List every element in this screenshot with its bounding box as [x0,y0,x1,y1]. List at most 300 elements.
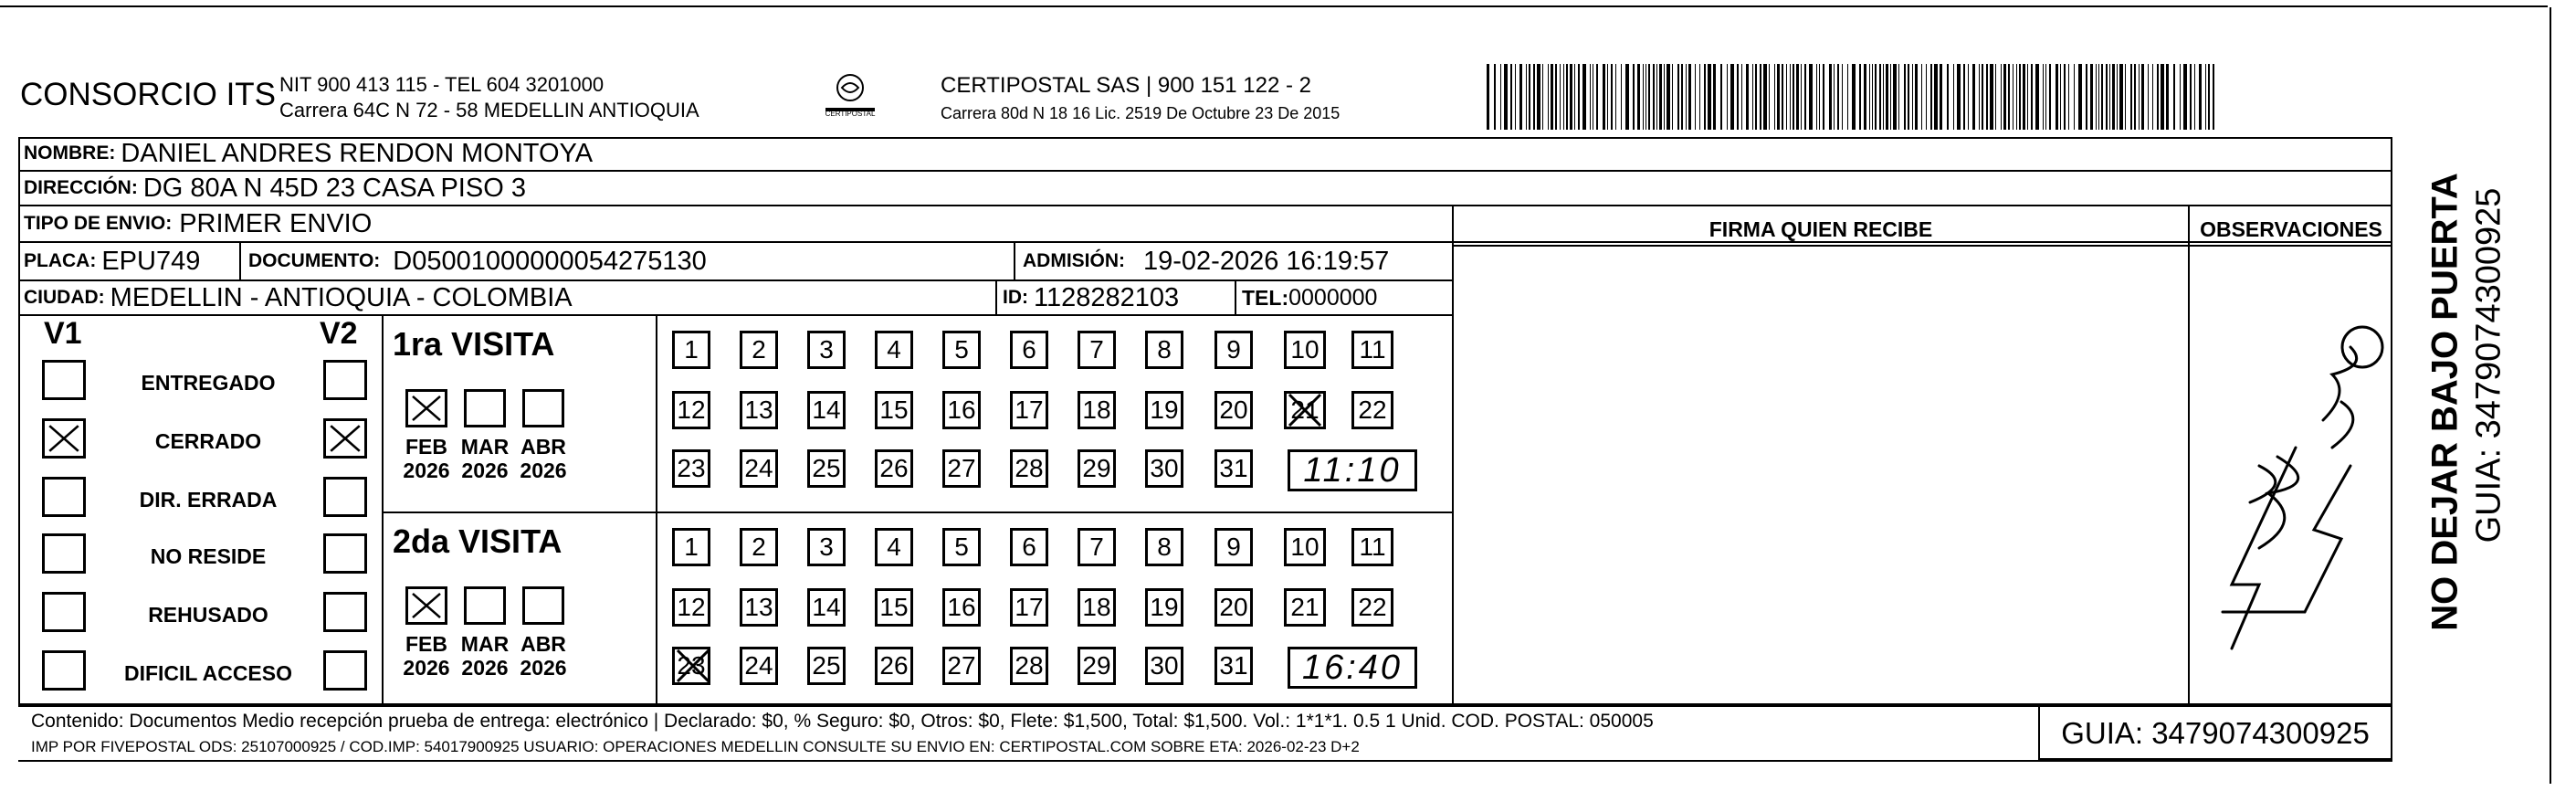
status-v2-checkbox[interactable] [323,360,367,400]
barcode-bar [1804,64,1806,130]
day-box[interactable]: 7 [1078,331,1116,369]
day-box[interactable]: 6 [1010,528,1048,566]
barcode-bar [1621,64,1622,130]
status-label: NO RESIDE [150,544,267,568]
barcode-bar [2139,64,2140,130]
tipo-row [24,206,372,241]
status-v2-checkbox[interactable] [323,650,367,691]
barcode-bar [2112,64,2115,130]
visit-month-checkbox[interactable] [405,389,447,427]
day-box[interactable]: 30 [1145,647,1183,685]
v1-header: V1 [44,316,82,351]
barcode-bar [1487,64,1489,130]
side-text [2398,164,2508,676]
barcode-bar [1842,64,1843,130]
barcode-bar [2027,64,2028,130]
status-label: CERRADO [154,429,262,453]
month-year: 2026 [461,459,509,482]
barcode-bar [1500,64,1501,130]
day-box[interactable]: 26 [875,449,913,488]
barcode-bar [1727,64,1728,130]
recipient-signature [2195,311,2387,676]
barcode-bar [1582,64,1586,130]
barcode-bar [1774,64,1775,130]
status-label: DIR. ERRADA [139,488,278,512]
day-box[interactable]: 25 [807,449,846,488]
day-box[interactable]: 9 [1214,331,1253,369]
barcode-bar [1782,64,1783,130]
barcode-bar [1947,64,1949,130]
day-box[interactable]: 14 [807,588,846,627]
barcode-bar [2043,64,2044,130]
day-box[interactable]: 25 [807,647,846,685]
barcode-bar [1555,64,1557,130]
month-year: 2026 [403,656,450,680]
day-box[interactable]: 26 [875,647,913,685]
barcode-bar [1519,64,1522,130]
day-box[interactable]: 18 [1078,588,1116,627]
barcode-bar [2019,64,2021,130]
barcode-bar [1672,64,1673,130]
barcode-bar [2056,64,2058,130]
barcode-bar [1542,64,1543,130]
day-box[interactable]: 4 [875,331,913,369]
day-box[interactable]: 22 [1351,391,1393,429]
barcode-bar [2086,64,2087,130]
barcode-bar [1686,64,1687,130]
day-box[interactable]: 5 [942,528,981,566]
status-v2-checkbox[interactable] [323,418,367,459]
status-v1-checkbox[interactable] [42,650,86,691]
placa-row [24,243,200,279]
day-box[interactable]: 7 [1078,528,1116,566]
day-box[interactable]: 16 [942,391,981,429]
day-box[interactable]: 12 [672,588,710,627]
visit-title: 1ra VISITA [393,325,555,363]
status-v1-checkbox[interactable] [42,477,86,517]
barcode-bar [1737,64,1739,130]
ciudad-value: MEDELLIN - ANTIOQUIA - COLOMBIA [110,282,573,312]
day-box[interactable]: 31 [1214,449,1253,488]
footer-imp: IMP POR FIVEPOSTAL ODS: 25107000925 / COD.IMP: 54017900925 USUARIO: OPERACIONES MEDELLIN CONSULTE SU ENVIO EN: CERTIPOSTAL.COM SOBRE ETA: 2026-02-23 D+2 [31,738,1360,755]
barcode-bar [1915,64,1918,130]
visit-month-label [515,435,572,482]
day-box[interactable]: 21 [1284,391,1326,429]
visit-month-checkbox[interactable] [405,586,447,625]
day-box[interactable]: 19 [1145,588,1183,627]
visit-month-label [515,632,572,680]
day-x-mark-icon [672,647,714,685]
status-v2-checkbox[interactable] [323,477,367,517]
footer-contenido: Contenido: Documentos Medio recepción prueba de entrega: electrónico | Declarado: $0, % Seguro: $0, Otros: $0, Flete: $1,500, Total: $1,500. Vol.: 1*1*1. 0.5 1 Unid. COD. POSTAL: 050005 [31,711,1654,732]
barcode-bar [2213,64,2214,130]
barcode-bar [1510,64,1512,130]
rule-footer [18,705,2392,707]
documento-label: DOCUMENTO: [248,250,381,271]
barcode-bar [1940,64,1942,130]
visit-divider [382,512,1454,513]
day-box[interactable]: 10 [1284,528,1326,566]
direccion-row [24,172,526,205]
barcode-bar [1829,64,1832,130]
barcode-bar [1898,64,1899,130]
barcode-bar [2148,64,2149,130]
barcode-bar [1864,64,1866,130]
barcode-bar [1603,64,1605,130]
day-box[interactable]: 20 [1214,588,1253,627]
barcode-bar [1886,64,1888,130]
firma-header: FIRMA QUIEN RECIBE [1709,217,1933,241]
barcode-bar [1834,64,1835,130]
status-label: DIFICIL ACCESO [123,661,292,685]
placa-label: PLACA: [24,250,97,271]
day-box[interactable]: 8 [1145,331,1183,369]
barcode-bar [1526,64,1527,130]
barcode-bar [1963,64,1965,130]
barcode-bar [1819,64,1820,130]
day-box[interactable]: 1 [672,331,710,369]
placa-value: EPU749 [101,246,201,276]
rule-direccion [18,205,2392,206]
barcode-bar [2008,64,2010,130]
barcode-bar [2161,64,2164,130]
barcode-bar [1957,64,1961,130]
top-edge [0,5,2548,7]
barcode-bar [2130,64,2132,130]
barcode-bar [2208,64,2210,130]
day-box[interactable]: 9 [1214,528,1253,566]
barcode-bar [1809,64,1813,130]
month-name: MAR [460,435,510,459]
day-box[interactable]: 15 [875,391,913,429]
barcode-bar [1645,64,1646,130]
day-box[interactable]: 21 [1284,588,1326,627]
col-admision-sep [1014,241,1015,279]
barcode-bar [1704,64,1706,130]
day-box[interactable]: 31 [1214,647,1253,685]
visit-title: 2da VISITA [393,522,563,560]
barcode-bar [1537,64,1540,130]
col-firma-left [1452,205,1454,705]
day-box[interactable]: 24 [740,449,778,488]
x-mark-icon [326,421,364,456]
barcode-bar [2016,64,2017,130]
id-value: 1128282103 [1034,282,1180,312]
visit-time-box[interactable] [1288,449,1417,491]
month-name: ABR [520,632,566,656]
barcode-bar [2101,64,2103,130]
barcode-bar [1786,64,1787,130]
barcode-bar [1643,64,1644,130]
barcode-bar [1934,64,1938,130]
barcode-bar [1664,64,1665,130]
barcode-bar [2205,64,2206,130]
visit-month-checkbox[interactable] [464,389,506,427]
x-mark-icon [408,589,445,622]
barcode [1487,64,2217,130]
barcode-bar [2064,64,2066,130]
day-box[interactable]: 29 [1078,449,1116,488]
day-box[interactable]: 10 [1284,331,1326,369]
barcode-bar [1741,64,1742,130]
barcode-bar [1986,64,1988,130]
day-box[interactable]: 13 [740,391,778,429]
signature-icon [2195,311,2387,676]
barcode-bar [1752,64,1753,130]
visit-month-label [398,435,455,482]
month-year: 2026 [520,656,567,680]
day-box[interactable]: 20 [1214,391,1253,429]
visit-time-box[interactable] [1288,647,1417,689]
barcode-bar [1908,64,1909,130]
barcode-bar [2003,64,2006,130]
barcode-bar [1982,64,1983,130]
visit-month-label [398,632,455,680]
barcode-bar [1713,64,1716,130]
day-box[interactable]: 23 [672,647,710,685]
visit-time: 16:40 [1301,648,1404,687]
admision-row [1023,243,1389,279]
barcode-bar [1560,64,1561,130]
day-box[interactable]: 17 [1010,588,1048,627]
status-v1-checkbox[interactable] [42,418,86,459]
barcode-bar [1695,64,1696,130]
id-row [1003,281,1179,314]
barcode-bar [1667,64,1670,130]
barcode-bar [1708,64,1711,130]
rule-ciudad [18,314,1454,316]
col-obs-left [2188,205,2190,705]
barcode-bar [1529,64,1530,130]
no-dejar-bajo-puerta: NO DEJAR BAJO PUERTA [2424,173,2466,631]
x-mark-icon [408,392,445,425]
barcode-bar [1677,64,1679,130]
barcode-bar [1653,64,1655,130]
status-label: ENTREGADO [141,371,276,395]
v2-header: V2 [320,316,358,351]
barcode-bar [2031,64,2033,130]
barcode-bar [1515,64,1516,130]
barcode-bar [1699,64,1700,130]
barcode-bar [1533,64,1535,130]
status-v2-checkbox[interactable] [323,592,367,632]
barcode-bar [2117,64,2118,130]
admision-label: ADMISIÓN: [1023,250,1125,271]
barcode-bar [1656,64,1657,130]
day-box[interactable]: 11 [1351,331,1393,369]
direccion-label: DIRECCIÓN: [24,177,138,198]
barcode-bar [1637,64,1640,130]
barcode-bar [1823,64,1824,130]
barcode-bar [2035,64,2039,130]
visit-month-label [457,435,513,482]
visit-days-left-rule [656,314,657,705]
day-box[interactable]: 18 [1078,391,1116,429]
month-year: 2026 [461,656,509,680]
barcode-bar [1979,64,1980,130]
barcode-bar [1953,64,1954,130]
barcode-bar [1648,64,1650,130]
barcode-bar [2074,64,2075,130]
day-box[interactable]: 6 [1010,331,1048,369]
status-label: REHUSADO [148,603,268,627]
barcode-bar [1968,64,1969,130]
month-name: FEB [405,632,447,656]
barcode-bar [2096,64,2097,130]
certipostal-address: Carrera 80d N 18 16 Lic. 2519 De Octubre 23 De 2015 [941,104,1341,122]
barcode-bar [1921,64,1922,130]
barcode-bar [1837,64,1839,130]
barcode-bar [2023,64,2025,130]
barcode-bar [1494,64,1496,130]
admision-value: 19-02-2026 16:19:57 [1143,246,1390,276]
documento-row [248,243,707,279]
day-box[interactable]: 3 [807,528,846,566]
observaciones-header: OBSERVACIONES [2200,217,2382,241]
tipo-value: PRIMER ENVIO [179,208,373,238]
barcode-bar [1890,64,1891,130]
barcode-bar [1625,64,1629,130]
barcode-bar [1893,64,1897,130]
day-box[interactable]: 27 [942,647,981,685]
day-box[interactable]: 28 [1010,449,1048,488]
barcode-bar [1566,64,1568,130]
barcode-bar [2098,64,2099,130]
barcode-bar [1760,64,1761,130]
barcode-bar [1972,64,1975,130]
day-box[interactable]: 19 [1145,391,1183,429]
barcode-bar [1681,64,1683,130]
barcode-bar [1796,64,1799,130]
barcode-bar [1563,64,1564,130]
barcode-bar [1607,64,1608,130]
col-tel-sep [1235,279,1236,314]
day-box[interactable]: 2 [740,331,778,369]
barcode-bar [1755,64,1757,130]
barcode-bar [1777,64,1780,130]
barcode-bar [1659,64,1662,130]
status-v1-checkbox[interactable] [42,592,86,632]
barcode-bar [1611,64,1613,130]
barcode-bar [1926,64,1927,130]
barcode-bar [2068,64,2069,130]
day-box[interactable]: 2 [740,528,778,566]
visit-left-rule [382,314,384,705]
day-box[interactable]: 1 [672,528,710,566]
barcode-bar [1801,64,1802,130]
barcode-bar [2060,64,2061,130]
barcode-bar [1852,64,1856,130]
day-box[interactable]: 17 [1010,391,1048,429]
visit-month-checkbox[interactable] [522,389,564,427]
month-name: ABR [520,435,566,459]
rule-firma-header [1452,245,2392,247]
day-box[interactable]: 13 [740,588,778,627]
day-box[interactable]: 27 [942,449,981,488]
barcode-bar [2001,64,2002,130]
ciudad-row [24,281,573,314]
barcode-bar [1883,64,1884,130]
barcode-bar [2157,64,2159,130]
barcode-bar [1720,64,1722,130]
side-guia: GUIA: 3479074300925 [2469,187,2508,543]
nombre-label: NOMBRE: [24,142,116,163]
col-placa-sep [239,241,241,279]
barcode-bar [2180,64,2181,130]
documento-value: D05001000000054275130 [393,246,707,276]
barcode-bar [2090,64,2093,130]
barcode-bar [1746,64,1749,130]
day-box[interactable]: 29 [1078,647,1116,685]
barcode-bar [1633,64,1635,130]
barcode-bar [2134,64,2136,130]
barcode-bar [2045,64,2046,130]
barcode-bar [1930,64,1932,130]
day-box[interactable]: 15 [875,588,913,627]
day-box[interactable]: 5 [942,331,981,369]
barcode-bar [1847,64,1848,130]
ciudad-label: CIUDAD: [24,287,105,308]
barcode-bar [1551,64,1553,130]
barcode-bar [2152,64,2153,130]
barcode-bar [1504,64,1508,130]
day-box[interactable]: 12 [672,391,710,429]
day-box[interactable]: 3 [807,331,846,369]
barcode-bar [1769,64,1770,130]
barcode-bar [2106,64,2108,130]
nombre-row [24,137,593,170]
tipo-label: TIPO DE ENVIO: [24,213,173,234]
barcode-bar [1688,64,1691,130]
day-box[interactable]: 28 [1010,647,1048,685]
day-box[interactable]: 23 [672,449,710,488]
visit-month-checkbox[interactable] [522,586,564,625]
barcode-bar [1574,64,1575,130]
day-box[interactable]: 11 [1351,528,1393,566]
barcode-bar [2199,64,2202,130]
status-v2-checkbox[interactable] [323,533,367,574]
company-name: CONSORCIO ITS [20,77,277,112]
barcode-bar [1615,64,1616,130]
x-mark-icon [45,421,83,456]
visit-month-label [457,632,513,680]
id-label: ID: [1003,287,1028,308]
day-box[interactable]: 14 [807,391,846,429]
certipostal-line: CERTIPOSTAL SAS | 900 151 122 - 2 [941,73,1311,98]
direccion-value: DG 80A N 45D 23 CASA PISO 3 [142,173,526,203]
barcode-bar [1990,64,1993,130]
day-box[interactable]: 24 [740,647,778,685]
barcode-bar [2125,64,2126,130]
footer-guia: GUIA: 3479074300925 [2061,716,2370,750]
barcode-bar [1730,64,1734,130]
visit-month-checkbox[interactable] [464,586,506,625]
day-box[interactable]: 8 [1145,528,1183,566]
barcode-bar [2049,64,2051,130]
day-box[interactable]: 30 [1145,449,1183,488]
company-address: Carrera 64C N 72 - 58 MEDELLIN ANTIOQUIA [279,99,699,121]
barcode-bar [2141,64,2144,130]
status-v1-checkbox[interactable] [42,533,86,574]
barcode-bar [1879,64,1881,130]
day-box[interactable]: 16 [942,588,981,627]
day-box[interactable]: 22 [1351,588,1393,627]
status-v1-checkbox[interactable] [42,360,86,400]
barcode-bar [1596,64,1598,130]
barcode-bar [1904,64,1906,130]
day-box[interactable]: 4 [875,528,913,566]
barcode-bar [1995,64,1996,130]
